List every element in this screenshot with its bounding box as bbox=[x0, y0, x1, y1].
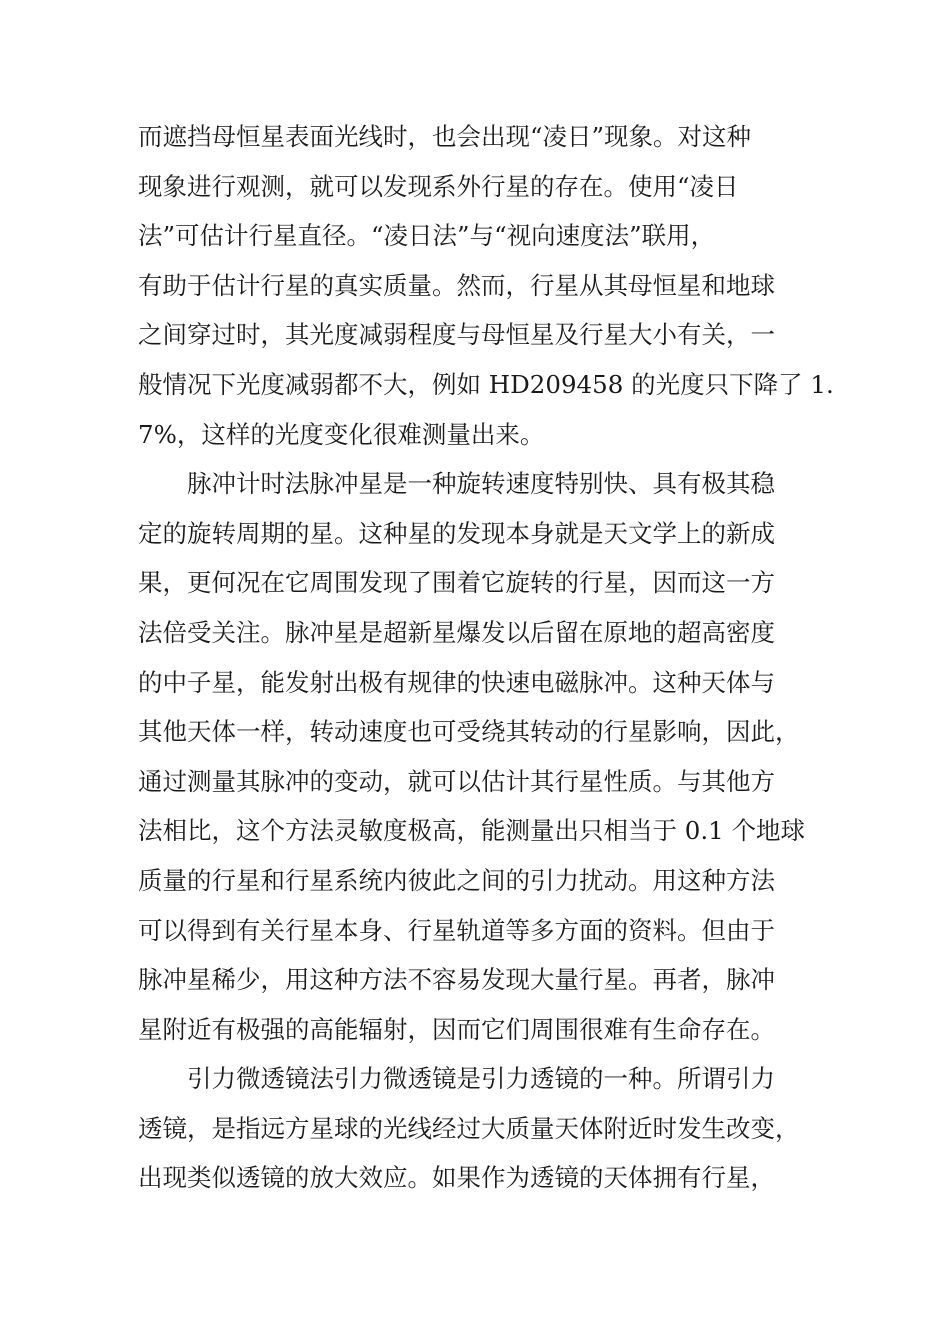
text-line: 脉冲计时法脉冲星是一种旋转速度特别快、具有极其稳 bbox=[187, 469, 775, 499]
text-line: 星附近有极强的高能辐射，因而它们周围很难有生命存在。 bbox=[138, 1014, 775, 1044]
text-line: 而遮挡母恒星表面光线时，也会出现“凌日”现象。对这种 bbox=[138, 122, 752, 151]
text-line: 透镜，是指远方星球的光线经过大质量天体附近时发生改变， bbox=[138, 1113, 800, 1143]
document-body bbox=[138, 112, 834, 1203]
paragraph-gravitational-microlensing bbox=[138, 1054, 818, 1203]
text-line: 法相比，这个方法灵敏度极高，能测量出只相当于 0.1 个地球 bbox=[138, 816, 806, 846]
text-line: 法”可估计行星直径。“凌日法”与“视向速度法”联用， bbox=[138, 221, 716, 251]
text-line: 可以得到有关行星本身、行星轨道等多方面的资料。但由于 bbox=[138, 915, 775, 945]
text-line: 脉冲星稀少，用这种方法不容易发现大量行星。再者，脉冲 bbox=[138, 965, 775, 995]
text-line: 果，更何况在它周围发现了围着它旋转的行星，因而这一方 bbox=[138, 568, 775, 598]
text-line: 出现类似透镜的放大效应。如果作为透镜的天体拥有行星， bbox=[138, 1163, 775, 1193]
text-line: 有助于估计行星的真实质量。然而，行星从其母恒星和地球 bbox=[138, 270, 775, 300]
text-line: 定的旋转周期的星。这种星的发现本身就是天文学上的新成 bbox=[138, 518, 775, 548]
text-line: 的中子星，能发射出极有规律的快速电磁脉冲。这种天体与 bbox=[138, 667, 775, 697]
text-line: 引力微透镜法引力微透镜是引力透镜的一种。所谓引力 bbox=[187, 1064, 775, 1094]
text-line: 通过测量其脉冲的变动，就可以估计其行星性质。与其他方 bbox=[138, 766, 775, 796]
paragraph-pulsar-timing bbox=[138, 459, 818, 1054]
paragraph-transit-continued bbox=[138, 112, 834, 459]
text-line: 之间穿过时，其光度减弱程度与母恒星及行星大小有关，一 bbox=[138, 320, 775, 350]
text-line: 7%，这样的光度变化很难测量出来。 bbox=[138, 419, 545, 449]
text-line: 现象进行观测，就可以发现系外行星的存在。使用“凌日 bbox=[138, 171, 739, 201]
text-line: 法倍受关注。脉冲星是超新星爆发以后留在原地的超高密度 bbox=[138, 617, 775, 647]
text-line: 质量的行星和行星系统内彼此之间的引力扰动。用这种方法 bbox=[138, 865, 775, 895]
text-line: 其他天体一样，转动速度也可受绕其转动的行星影响，因此， bbox=[138, 717, 800, 747]
text-line: 般情况下光度减弱都不大，例如 HD209458 的光度只下降了 1. bbox=[138, 369, 834, 399]
